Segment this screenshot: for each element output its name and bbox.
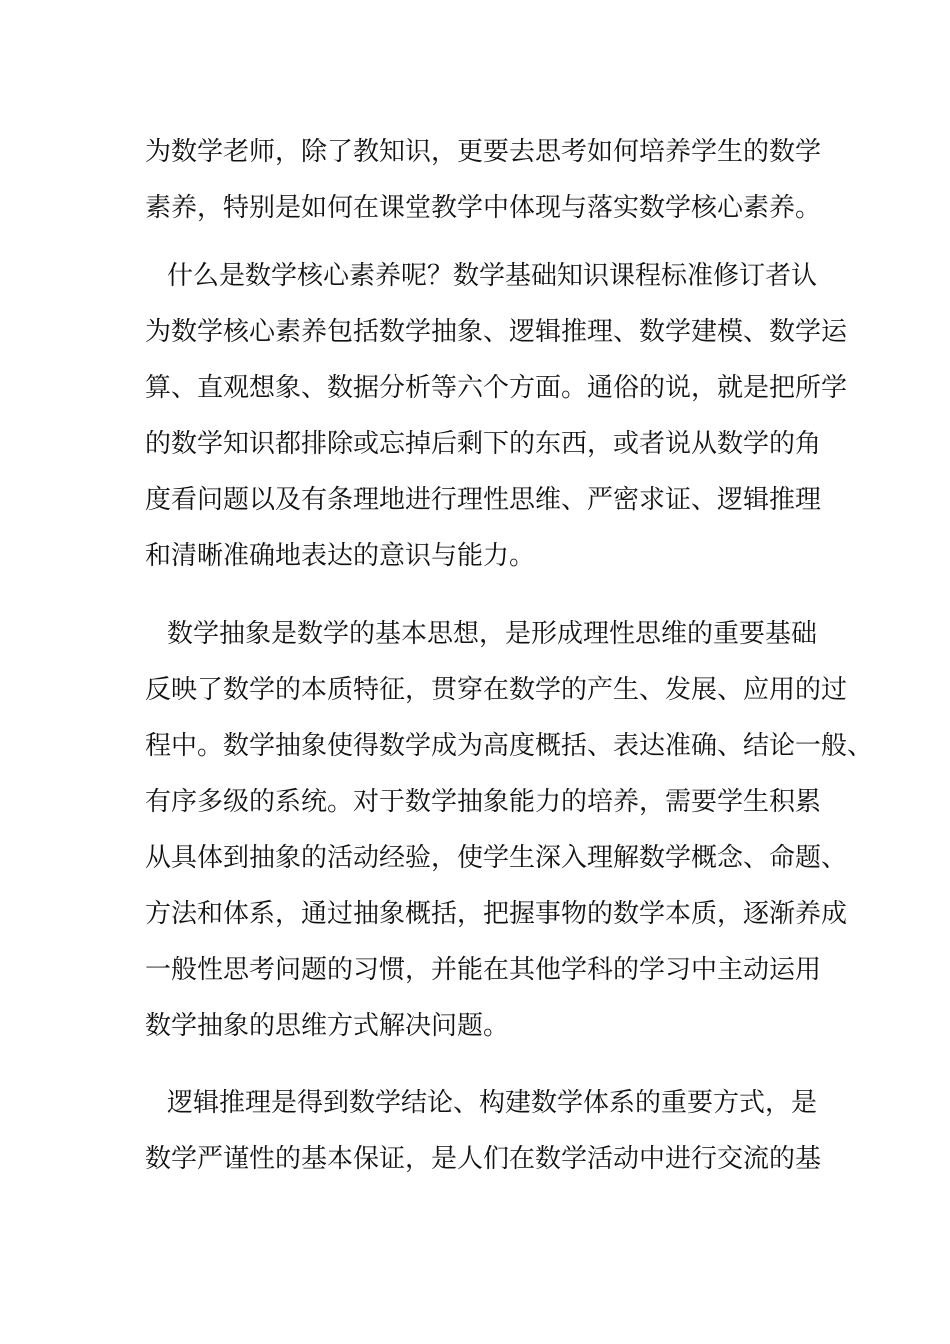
paragraph-1 [145,124,845,236]
paragraph-line: 一般性思考问题的习惯，并能在其他学科的学习中主动运用 [145,955,822,985]
paragraph-line: 素养，特别是如何在课堂教学中体现与落实数学核心素养。 [145,193,822,223]
paragraph-4 [145,1075,845,1187]
paragraph-line: 什么是数学核心素养呢？数学基础知识课程标准修订者认 [167,261,818,291]
paragraph-line: 和清晰准确地表达的意识与能力。 [145,541,536,571]
paragraph-2 [145,248,848,584]
paragraph-line: 方法和体系，通过抽象概括，把握事物的数学本质，逐渐养成 [145,899,848,929]
paragraph-line: 数学抽象是数学的基本思想，是形成理性思维的重要基础 [167,619,818,649]
paragraph-3 [145,606,874,1054]
paragraph-line: 反映了数学的本质特征，贯穿在数学的产生、发展、应用的过 [145,675,848,705]
paragraph-line: 有序多级的系统。对于数学抽象能力的培养，需要学生积累 [145,787,822,817]
paragraph-line: 从具体到抽象的活动经验，使学生深入理解数学概念、命题、 [145,843,848,873]
paragraph-line: 为数学核心素养包括数学抽象、逻辑推理、数学建模、数学运 [145,317,848,347]
paragraph-line: 为数学老师，除了教知识，更要去思考如何培养学生的数学 [145,137,822,167]
paragraph-line: 算、直观想象、数据分析等六个方面。通俗的说，就是把所学 [145,373,848,403]
paragraph-line: 逻辑推理是得到数学结论、构建数学体系的重要方式，是 [167,1088,818,1118]
paragraph-line: 程中。数学抽象使得数学成为高度概括、表达准确、结论一般、 [145,731,874,761]
paragraph-line: 数学抽象的思维方式解决问题。 [145,1011,510,1041]
paragraph-line: 度看问题以及有条理地进行理性思维、严密求证、逻辑推理 [145,485,822,515]
paragraph-line: 数学严谨性的基本保证，是人们在数学活动中进行交流的基 [145,1144,822,1174]
paragraph-line: 的数学知识都排除或忘掉后剩下的东西，或者说从数学的角 [145,429,822,459]
